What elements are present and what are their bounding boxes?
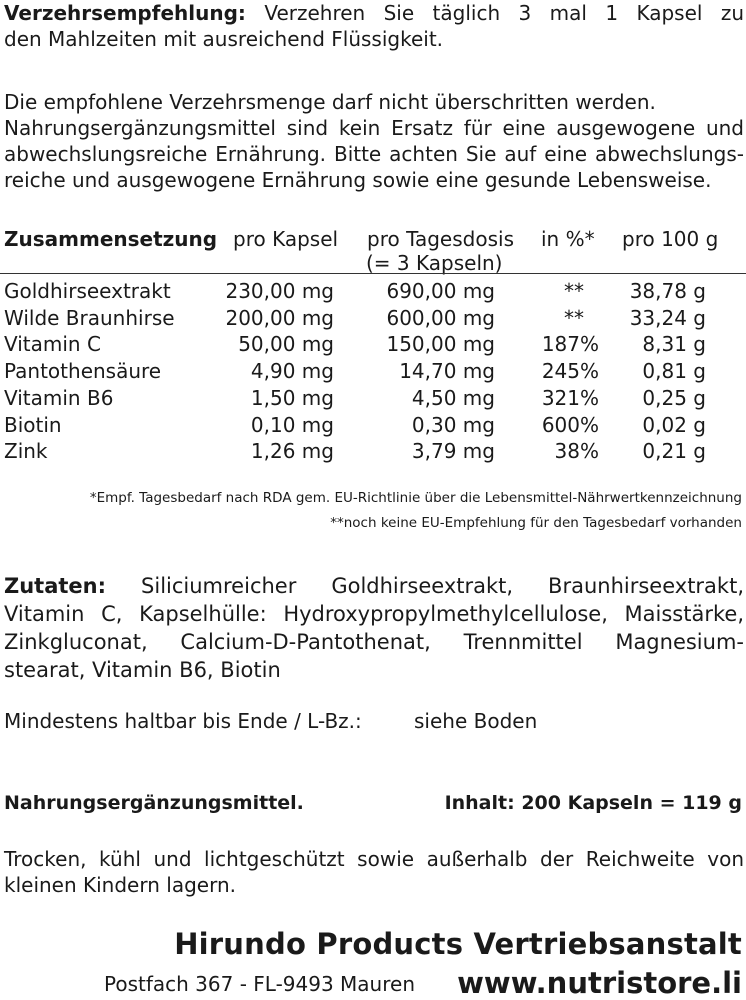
- table-row: [0, 358, 746, 384]
- cell-per-100g: 0,02 g: [642, 412, 706, 437]
- cell-per-capsule: 200,00 mg: [225, 305, 334, 330]
- cell-ingredient-name: Goldhirseextrakt: [4, 279, 171, 303]
- cell-per-day: 150,00 mg: [386, 332, 495, 357]
- cell-per-100g: 33,24 g: [629, 305, 706, 330]
- cell-ingredient-name: Biotin: [4, 412, 62, 437]
- cell-percent: **: [564, 279, 584, 303]
- company-name: Hirundo Products Vertriebsanstalt: [174, 927, 742, 961]
- cell-per-100g: 38,78 g: [629, 279, 706, 303]
- header-per-100g: pro 100 g: [622, 227, 719, 251]
- ingredients-label: Zutaten:: [4, 574, 107, 598]
- cell-per-day: 0,30 mg: [411, 412, 495, 437]
- intake-line-2: den Mahlzeiten mit ausreichend Flüssigkeit.: [4, 27, 444, 51]
- warning-line-2: Nahrungsergänzungsmittel sind kein Ersatz für eine ausgewogene und: [4, 116, 744, 140]
- cell-ingredient-name: Pantothensäure: [4, 359, 162, 384]
- table-row: [0, 305, 746, 331]
- cell-ingredient-name: Wilde Braunhirse: [4, 305, 175, 330]
- cell-per-capsule: 1,50 mg: [250, 385, 334, 410]
- best-before-label: Mindestens haltbar bis Ende / L-Bz.:: [4, 709, 362, 733]
- header-per-capsule: pro Kapsel: [233, 227, 339, 251]
- header-per-day: pro Tagesdosis: [367, 227, 514, 251]
- footnote-rda: *Empf. Tagesbedarf nach RDA gem. EU-Richtlinie über die Lebensmittel-Nährwertkennzeichnung: [89, 490, 742, 506]
- header-per-day-note: (= 3 Kapseln): [366, 251, 503, 275]
- warning-line-4: reiche und ausgewogene Ernährung sowie eine gesunde Lebensweise.: [4, 168, 712, 192]
- ingredients-line-4: stearat, Vitamin B6, Biotin: [4, 658, 281, 682]
- cell-percent: 321%: [541, 385, 599, 410]
- table-row: [0, 412, 746, 438]
- company-website: www.nutristore.li: [457, 966, 742, 1000]
- cell-percent: 600%: [541, 412, 599, 437]
- table-row: [0, 438, 746, 464]
- warning-paragraph: [4, 89, 744, 193]
- cell-per-100g: 0,25 g: [642, 385, 706, 410]
- cell-per-capsule: 50,00 mg: [238, 332, 334, 357]
- cell-percent: 38%: [554, 439, 599, 464]
- cell-ingredient-name: Vitamin B6: [4, 385, 114, 410]
- cell-ingredient-name: Vitamin C: [4, 332, 101, 357]
- header-percent: in %*: [541, 227, 595, 251]
- ingredients-text: Siliciumreicher Goldhirseextrakt, Braunhirseextrakt,: [141, 574, 744, 598]
- intake-label: Verzehrsempfehlung:: [4, 1, 246, 25]
- header-divider: [0, 273, 746, 274]
- ingredients-line-2: Vitamin C, Kapselhülle: Hydroxypropylmethylcellulose, Maisstärke,: [4, 602, 744, 626]
- cell-ingredient-name: Zink: [4, 439, 48, 464]
- cell-percent: **: [564, 305, 584, 330]
- cell-per-day: 690,00 mg: [386, 279, 495, 303]
- best-before-value: siehe Boden: [414, 709, 538, 733]
- storage-line-1: Trocken, kühl und lichtgeschützt sowie außerhalb der Reichweite von: [4, 847, 744, 871]
- cell-per-capsule: 230,00 mg: [225, 279, 334, 303]
- header-composition: Zusammensetzung: [4, 227, 218, 251]
- cell-per-100g: 0,81 g: [642, 359, 706, 384]
- cell-per-capsule: 0,10 mg: [250, 412, 334, 437]
- cell-per-100g: 8,31 g: [642, 332, 706, 357]
- table-row: [0, 331, 746, 357]
- intake-text: Verzehren Sie täglich 3 mal 1 Kapsel zu: [264, 1, 745, 25]
- storage-line-2: kleinen Kindern lagern.: [4, 873, 236, 897]
- table-row: [0, 385, 746, 411]
- ingredients-line-1: [4, 572, 744, 600]
- cell-per-day: 3,79 mg: [411, 439, 495, 464]
- cell-per-capsule: 1,26 mg: [250, 439, 334, 464]
- cell-per-100g: 0,21 g: [642, 439, 706, 464]
- cell-percent: 245%: [541, 359, 599, 384]
- cell-per-capsule: 4,90 mg: [250, 359, 334, 384]
- cell-per-day: 4,50 mg: [411, 385, 495, 410]
- storage-paragraph: [4, 846, 744, 898]
- product-type: Nahrungsergänzungsmittel.: [4, 792, 304, 814]
- cell-per-day: 14,70 mg: [399, 359, 495, 384]
- cell-per-day: 600,00 mg: [386, 305, 495, 330]
- product-content: Inhalt: 200 Kapseln = 119 g: [444, 792, 742, 814]
- intake-recommendation: [4, 0, 744, 52]
- table-row: [0, 278, 746, 304]
- cell-percent: 187%: [541, 332, 599, 357]
- footnote-no-eu: **noch keine EU-Empfehlung für den Tagesbedarf vorhanden: [330, 515, 742, 531]
- intake-line-1: [4, 0, 744, 26]
- company-address: Postfach 367 - FL-9493 Mauren: [104, 972, 415, 996]
- warning-line-1: Die empfohlene Verzehrsmenge darf nicht überschritten werden.: [4, 90, 656, 114]
- warning-line-3: abwechslungsreiche Ernährung. Bitte achten Sie auf eine abwechslungs-: [4, 142, 744, 166]
- ingredients-line-3: Zinkgluconat, Calcium-D-Pantothenat, Trennmittel Magnesium-: [4, 630, 744, 654]
- ingredients-paragraph: [4, 572, 744, 684]
